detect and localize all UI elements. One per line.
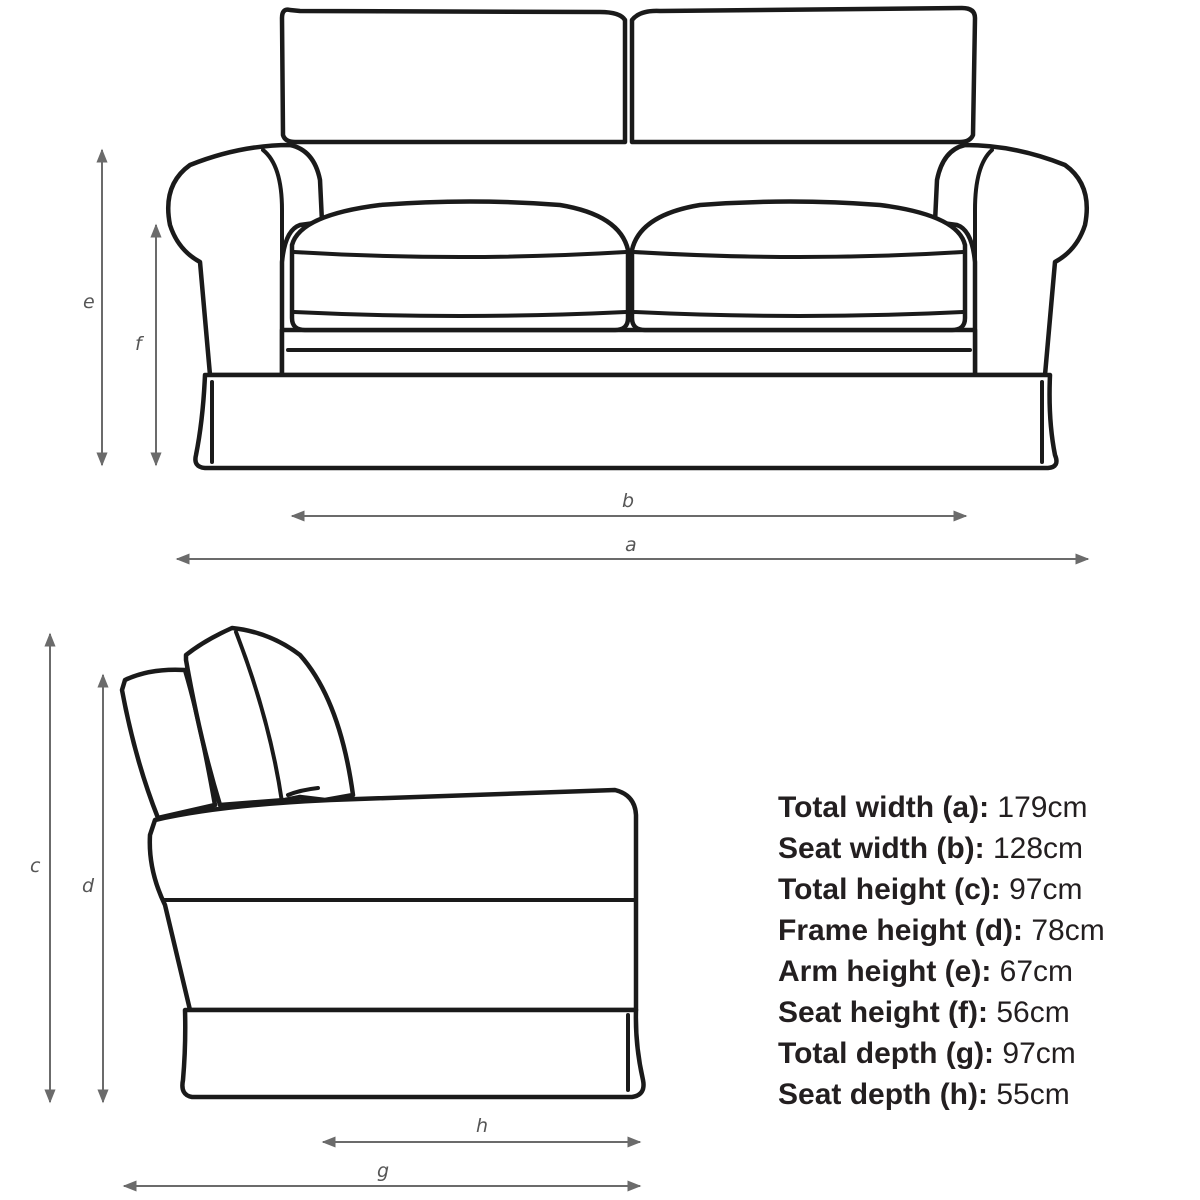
side-back-cushion-front [186,628,353,805]
spec-total-height [778,869,1198,910]
front-seat-cushion-right [632,202,965,331]
spec-value: 128cm [993,832,1084,865]
side-skirt [182,1010,643,1097]
side-view [30,628,644,1186]
front-seat-base [282,330,975,375]
spec-total-width [778,787,1198,828]
front-back-cushion-left [282,10,625,142]
spec-arm-height [778,951,1198,992]
spec-value: 179cm [997,791,1088,824]
front-skirt [195,375,1056,468]
dim-label-b: b [622,490,635,512]
dimension-spec-list [778,787,1198,1115]
dim-label-g: g [377,1160,390,1182]
dim-label-d: d [82,875,95,897]
front-seat-cushion-left [292,202,628,331]
spec-total-depth [778,1033,1198,1074]
spec-seat-height [778,992,1198,1033]
dim-label-h: h [476,1115,489,1137]
dim-label-a: a [625,534,637,556]
spec-seat-width [778,828,1198,869]
spec-key: Seat depth (h): [778,1078,988,1111]
dim-label-f: f [135,333,142,355]
spec-value: 78cm [1031,914,1105,947]
dim-label-e: e [83,291,95,313]
spec-key: Total depth (g): [778,1037,995,1070]
spec-value: 97cm [1002,1037,1076,1070]
spec-key: Total width (a): [778,791,990,824]
dim-label-c: c [30,855,41,877]
spec-value: 67cm [999,955,1074,988]
spec-frame-height [778,910,1198,951]
spec-key: Seat height (f): [778,996,988,1029]
spec-value: 97cm [1009,873,1083,906]
spec-key: Total height (c): [778,873,1001,906]
spec-key: Seat width (b): [778,832,985,865]
spec-key: Arm height (e): [778,955,992,988]
spec-value: 55cm [996,1078,1070,1111]
spec-key: Frame height (d): [778,914,1023,947]
front-back-cushion-right [632,8,975,142]
spec-seat-depth [778,1074,1198,1115]
front-view [83,8,1088,559]
spec-value: 56cm [996,996,1070,1029]
